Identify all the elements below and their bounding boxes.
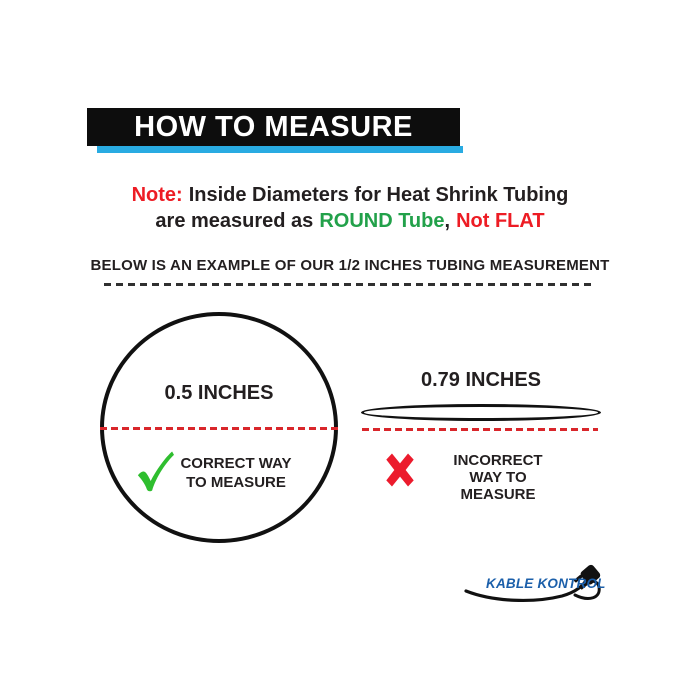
page-title: HOW TO MEASURE: [134, 110, 413, 143]
example-heading: BELOW IS AN EXAMPLE OF OUR 1/2 INCHES TUBING MEASUREMENT: [90, 257, 610, 274]
note-line2-prefix: are measured as: [155, 210, 314, 232]
correct-caption-line1: CORRECT WAY: [180, 455, 292, 472]
note-paragraph: [4, 182, 696, 234]
incorrect-measurement-label: 0.79 INCHES: [420, 369, 542, 391]
x-icon: [383, 451, 417, 489]
brand-name: KABLE KONTROL: [486, 576, 606, 591]
check-icon: [136, 448, 174, 493]
incorrect-caption: [441, 452, 555, 503]
note-label: Note:: [131, 184, 183, 206]
accent-underline-bar: [97, 146, 463, 153]
note-line-1: [4, 182, 696, 208]
note-line-2: [4, 208, 696, 234]
correct-caption: [176, 454, 296, 492]
incorrect-width-dashed-line: [362, 428, 598, 431]
note-not-flat-highlight: Not FLAT: [456, 210, 545, 232]
incorrect-caption-line2: WAY TO: [469, 469, 527, 486]
correct-diameter-dashed-line: [100, 427, 338, 430]
correct-caption-line2: TO MEASURE: [186, 474, 286, 491]
header-banner: [87, 108, 460, 146]
incorrect-caption-line3: MEASURE: [460, 486, 536, 503]
incorrect-caption-line1: INCORRECT: [453, 452, 543, 469]
dashed-divider: [104, 283, 596, 286]
note-separator: ,: [444, 210, 451, 232]
note-round-tube-highlight: ROUND Tube: [319, 210, 445, 232]
brand-logo: [462, 558, 612, 604]
note-line1-text: Inside Diameters for Heat Shrink Tubing: [188, 184, 569, 206]
flat-tube-shape: [361, 404, 601, 421]
correct-measurement-label: 0.5 INCHES: [164, 382, 274, 404]
